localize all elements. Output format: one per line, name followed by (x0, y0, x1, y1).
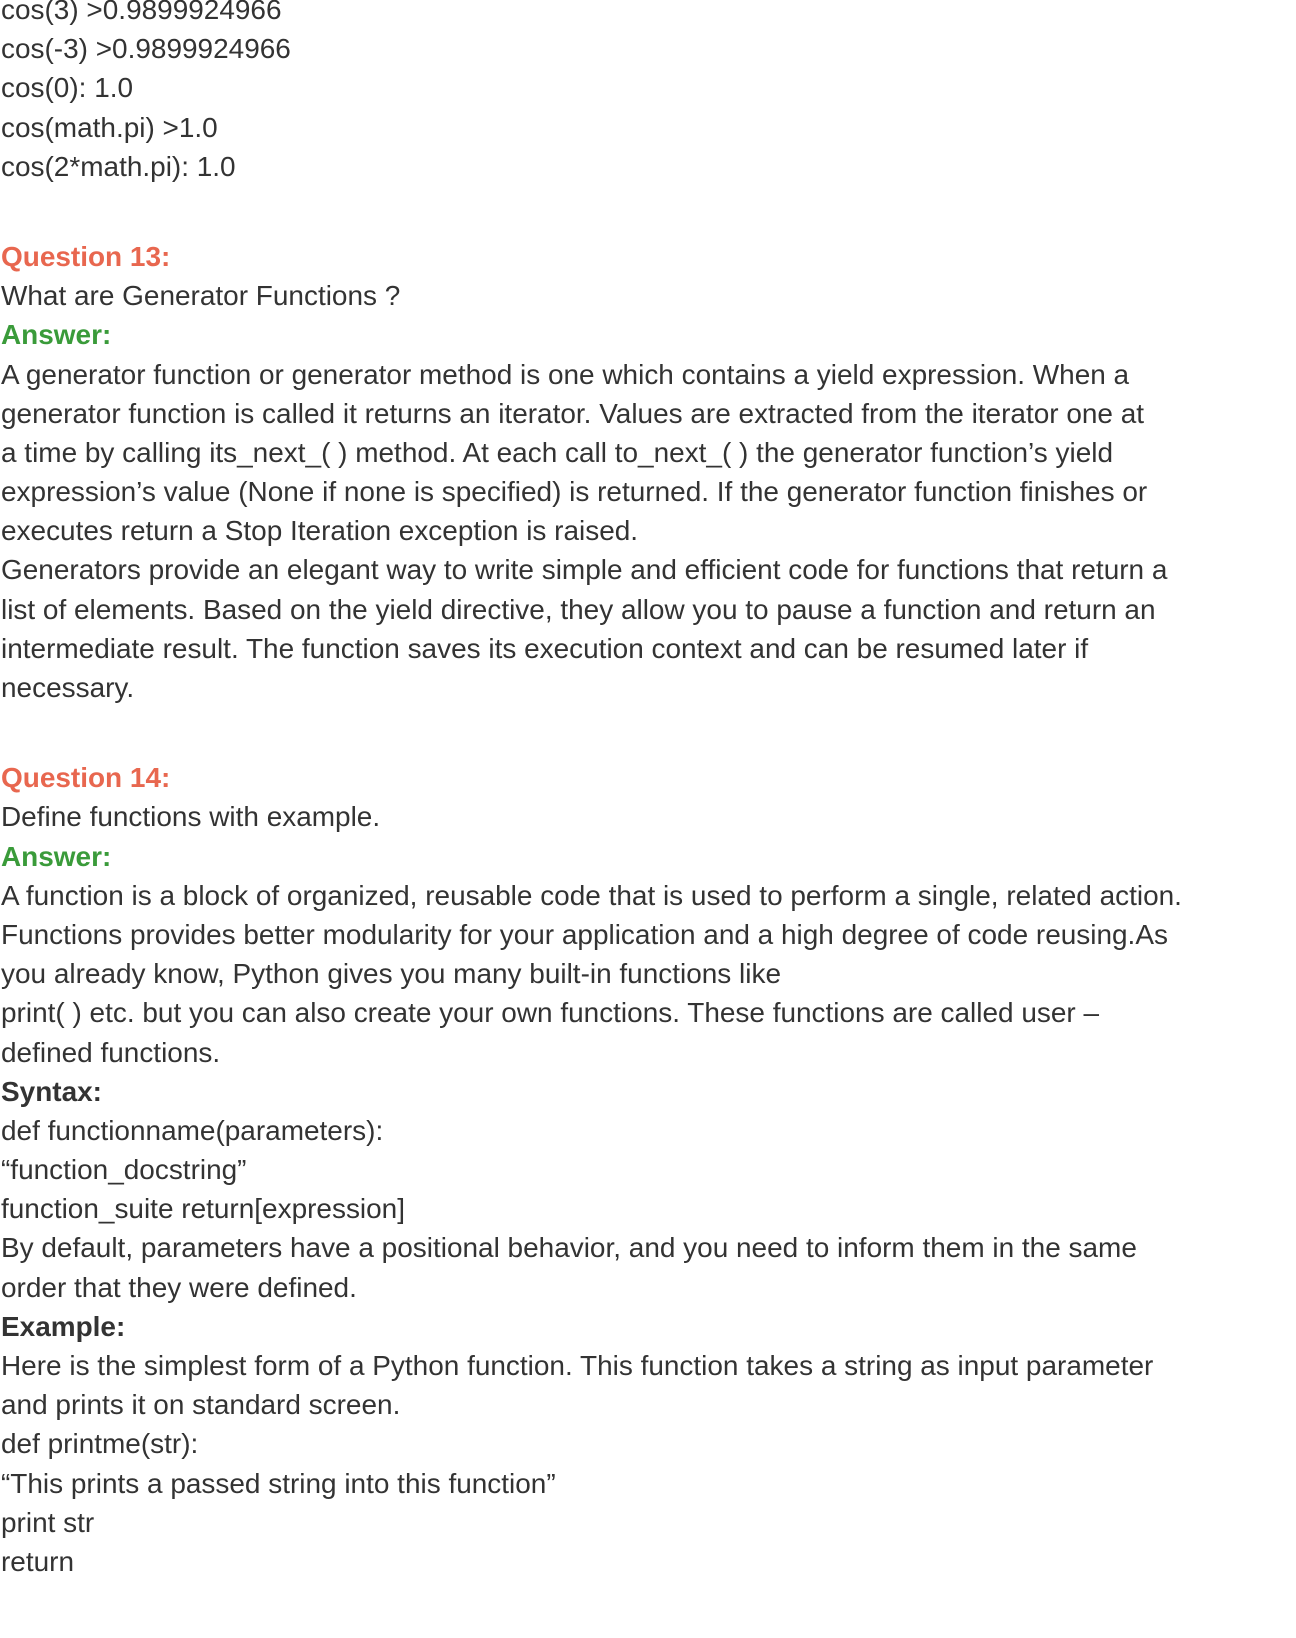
question-13-section (0, 237, 1290, 707)
answer-14-line: print( ) etc. but you can also create your own functions. These functions are called user – (1, 997, 1100, 1029)
syntax-line: function_suite return[expression] (1, 1193, 405, 1225)
output-line: cos(0): 1.0 (1, 72, 134, 104)
answer-13-line: a time by calling its_next_( ) method. At each call to_next_( ) the generator function’s yield (1, 436, 1113, 468)
syntax-line: order that they were defined. (1, 1271, 357, 1303)
section-spacer (0, 186, 1290, 237)
output-line: cos(3) >0.9899924966 (1, 0, 282, 25)
example-code-line: print str (1, 1506, 95, 1538)
example-code-line: “This prints a passed string into this function” (1, 1467, 556, 1499)
answer-13-line: list of elements. Based on the yield directive, they allow you to pause a function and return an (1, 593, 1156, 625)
example-code-line: return (1, 1545, 75, 1577)
question-13-text: What are Generator Functions ? (1, 280, 401, 312)
example-code-line: def printme(str): (1, 1428, 199, 1460)
answer-14-line: you already know, Python gives you many built-in functions like (1, 958, 781, 990)
answer-13-line: intermediate result. The function saves its execution context and can be resumed later if (1, 632, 1089, 664)
question-14-heading: Question 14: (1, 762, 171, 794)
example-line: Here is the simplest form of a Python function. This function takes a string as input parameter (1, 1350, 1154, 1381)
answer-13-line: A generator function or generator method is one which contains a yield expression. When a (1, 358, 1130, 390)
question-14-text: Define functions with example. (1, 801, 381, 833)
answer-14-line: A function is a block of organized, reusable code that is used to perform a single, related action. (1, 879, 1182, 911)
output-line: cos(2*math.pi): 1.0 (1, 150, 236, 182)
answer-13-line: executes return a Stop Iteration exception is raised. (1, 515, 639, 547)
example-heading: Example: (1, 1310, 126, 1342)
example-line: and prints it on standard screen. (1, 1389, 401, 1421)
cosine-output-block (0, 0, 1290, 186)
answer-14-line: Functions provides better modularity for your application and a high degree of code reusing.As (1, 918, 1168, 950)
syntax-line: “function_docstring” (1, 1154, 247, 1186)
output-line: cos(math.pi) >1.0 (1, 111, 218, 143)
answer-13-line: necessary. (1, 672, 135, 703)
section-spacer (0, 707, 1290, 758)
syntax-line: By default, parameters have a positional behavior, and you need to inform them in the same (1, 1232, 1137, 1264)
output-line: cos(-3) >0.9899924966 (1, 33, 291, 65)
syntax-heading: Syntax: (1, 1075, 102, 1107)
syntax-line: def functionname(parameters): (1, 1114, 384, 1146)
answer-13-line: expression’s value (None if none is specified) is returned. If the generator function finishes or (1, 476, 1148, 508)
answer-13-line: Generators provide an elegant way to write simple and efficient code for functions that return a (1, 554, 1168, 586)
answer-14-heading: Answer: (1, 840, 112, 872)
question-13-heading: Question 13: (1, 240, 171, 272)
answer-13-line: generator function is called it returns an iterator. Values are extracted from the iterator one at (1, 397, 1145, 429)
answer-14-line: defined functions. (1, 1036, 221, 1068)
answer-13-heading: Answer: (1, 319, 112, 351)
question-14-section (0, 758, 1290, 1581)
